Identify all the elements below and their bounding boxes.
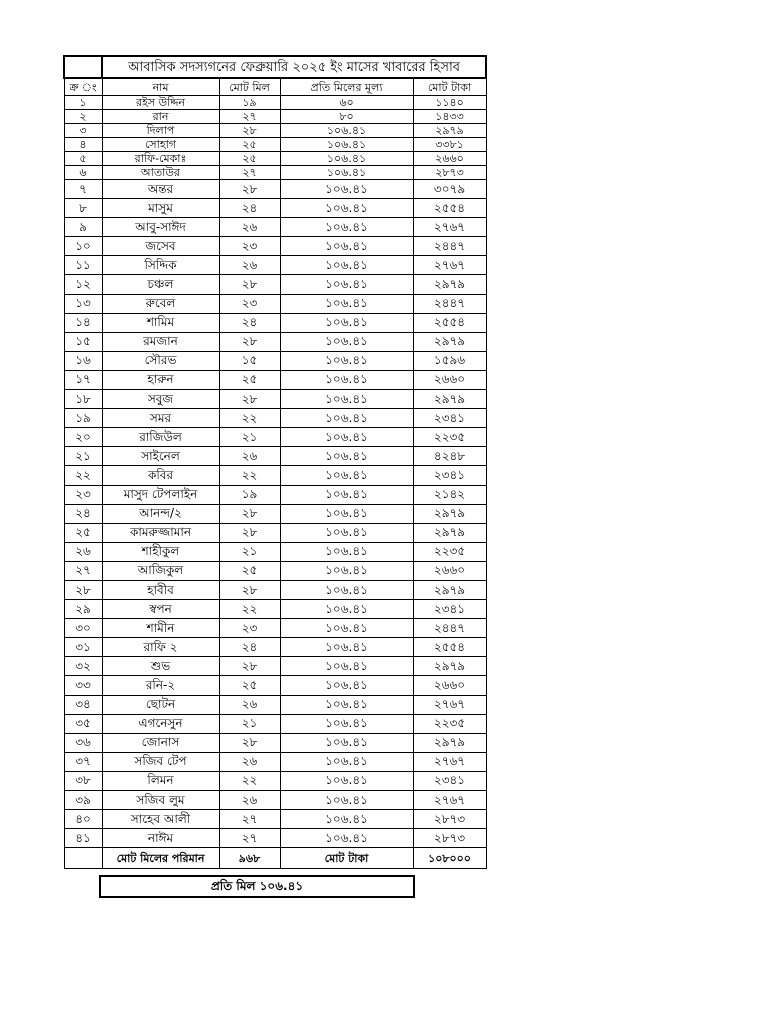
cell-serial: ৩৭ <box>64 752 102 771</box>
cell-name: রইস উদ্দিন <box>102 96 219 110</box>
table-row <box>64 390 486 409</box>
cell-amount: ২৬৬০ <box>413 370 486 389</box>
cell-meals: ২৩ <box>219 619 280 638</box>
cell-meals: ২২ <box>219 466 280 485</box>
table-row <box>64 695 486 714</box>
cell-amount: ২৮৭৩ <box>413 810 486 829</box>
cell-name: জোনাস <box>102 733 219 752</box>
cell-serial: ১১ <box>64 256 102 275</box>
table-row <box>64 600 486 619</box>
cell-meals: ২৪ <box>219 199 280 218</box>
table-row <box>64 771 486 790</box>
cell-name: চঞ্চল <box>102 275 219 294</box>
cell-meals: ২৩ <box>219 294 280 313</box>
cell-amount: ২৭৬৭ <box>413 218 486 237</box>
cell-name: শামিম <box>102 313 219 332</box>
table-row <box>64 466 486 485</box>
cell-name: সজিব লুম <box>102 791 219 810</box>
cell-meals: ২৫ <box>219 138 280 152</box>
cell-rate: ১০৬.৪১ <box>280 351 413 370</box>
table-row <box>64 619 486 638</box>
total-spacer <box>64 848 102 869</box>
cell-meals: ২৪ <box>219 638 280 657</box>
cell-serial: ২২ <box>64 466 102 485</box>
cell-serial: ৩০ <box>64 619 102 638</box>
cell-meals: ২৭ <box>219 829 280 848</box>
cell-meals: ২৬ <box>219 791 280 810</box>
header-row <box>64 78 486 96</box>
cell-meals: ২৬ <box>219 218 280 237</box>
table-row <box>64 752 486 771</box>
cell-amount: ৪২৪৮ <box>413 447 486 466</box>
cell-meals: ২৬ <box>219 447 280 466</box>
cell-rate: ১০৬.৪১ <box>280 218 413 237</box>
cell-meals: ২৮ <box>219 275 280 294</box>
title-spacer <box>64 56 102 78</box>
cell-name: আতাউর <box>102 166 219 180</box>
title-row <box>64 56 486 78</box>
cell-serial: ৬ <box>64 166 102 180</box>
cell-name: আবু-সাঈদ <box>102 218 219 237</box>
meal-account-sheet <box>63 55 485 869</box>
header-name: নাম <box>102 78 219 96</box>
table-row <box>64 714 486 733</box>
cell-amount: ২৯৭৯ <box>413 523 486 542</box>
cell-meals: ২৬ <box>219 256 280 275</box>
cell-serial: ২ <box>64 110 102 124</box>
cell-meals: ২৮ <box>219 504 280 523</box>
table-row <box>64 409 486 428</box>
cell-serial: ১৮ <box>64 390 102 409</box>
total-meals-label: মোট মিলের পরিমান <box>102 848 219 869</box>
cell-rate: ১০৬.৪১ <box>280 294 413 313</box>
cell-serial: ৩৯ <box>64 791 102 810</box>
cell-rate: ১০৬.৪১ <box>280 485 413 504</box>
cell-rate: ৬০ <box>280 96 413 110</box>
cell-name: হারুন <box>102 370 219 389</box>
cell-serial: ৩৮ <box>64 771 102 790</box>
cell-meals: ২৫ <box>219 676 280 695</box>
cell-serial: ২০ <box>64 428 102 447</box>
table-row <box>64 218 486 237</box>
cell-amount: ২৮৭৩ <box>413 166 486 180</box>
cell-rate: ১০৬.৪১ <box>280 810 413 829</box>
cell-meals: ২৩ <box>219 237 280 256</box>
cell-name: মাসুদ টেপলাইন <box>102 485 219 504</box>
table-row <box>64 829 486 848</box>
cell-name: শাহীকুল <box>102 542 219 561</box>
cell-serial: ৩ <box>64 124 102 138</box>
cell-name: অন্তর <box>102 180 219 199</box>
cell-amount: ২৬৬০ <box>413 561 486 580</box>
cell-name: ছোটন <box>102 695 219 714</box>
table-row <box>64 166 486 180</box>
cell-meals: ১৯ <box>219 485 280 504</box>
cell-rate: ১০৬.৪১ <box>280 733 413 752</box>
cell-rate: ১০৬.৪১ <box>280 466 413 485</box>
cell-rate: ১০৬.৪১ <box>280 124 413 138</box>
cell-rate: ১০৬.৪১ <box>280 580 413 599</box>
cell-amount: ২৯৭৯ <box>413 332 486 351</box>
cell-serial: ৯ <box>64 218 102 237</box>
cell-rate: ১০৬.৪১ <box>280 600 413 619</box>
cell-meals: ২৮ <box>219 523 280 542</box>
cell-name: দিলাপ <box>102 124 219 138</box>
cell-name: হাবীব <box>102 580 219 599</box>
table-row <box>64 294 486 313</box>
table-row <box>64 313 486 332</box>
table-row <box>64 428 486 447</box>
cell-serial: ১৯ <box>64 409 102 428</box>
table-row <box>64 180 486 199</box>
table-row <box>64 561 486 580</box>
cell-meals: ২২ <box>219 771 280 790</box>
cell-name: রাজিউল <box>102 428 219 447</box>
cell-amount: ২৮৭৩ <box>413 829 486 848</box>
cell-serial: ২১ <box>64 447 102 466</box>
cell-name: আজিকুল <box>102 561 219 580</box>
cell-serial: ৩৩ <box>64 676 102 695</box>
cell-serial: ৩২ <box>64 657 102 676</box>
table-row <box>64 523 486 542</box>
cell-amount: ১৪৩৩ <box>413 110 486 124</box>
cell-serial: ২৬ <box>64 542 102 561</box>
cell-meals: ২১ <box>219 428 280 447</box>
cell-name: রমজান <box>102 332 219 351</box>
cell-meals: ২৫ <box>219 561 280 580</box>
table-row <box>64 542 486 561</box>
cell-meals: ২১ <box>219 542 280 561</box>
cell-amount: ২৫৫৪ <box>413 199 486 218</box>
table-row <box>64 485 486 504</box>
cell-name: নাঈম <box>102 829 219 848</box>
cell-serial: ৩৬ <box>64 733 102 752</box>
table-row <box>64 791 486 810</box>
cell-meals: ২২ <box>219 409 280 428</box>
cell-amount: ৩৩৮১ <box>413 138 486 152</box>
cell-rate: ১০৬.৪১ <box>280 180 413 199</box>
cell-name: শুভ <box>102 657 219 676</box>
cell-rate: ১০৬.৪১ <box>280 657 413 676</box>
cell-name: রাফি-মেকাঃ <box>102 152 219 166</box>
cell-amount: ১১৪০ <box>413 96 486 110</box>
table-row <box>64 657 486 676</box>
cell-meals: ২৮ <box>219 332 280 351</box>
sheet-title: আবাসিক সদস্যগনের ফেব্রুয়ারি ২০২৫ ইং মাসের খাবারের হিসাব <box>102 56 486 78</box>
cell-rate: ১০৬.৪১ <box>280 714 413 733</box>
cell-meals: ১৯ <box>219 96 280 110</box>
cell-serial: ১২ <box>64 275 102 294</box>
cell-name: রান <box>102 110 219 124</box>
cell-amount: ২৯৭৯ <box>413 275 486 294</box>
cell-name: আনন্দ/২ <box>102 504 219 523</box>
cell-rate: ১০৬.৪১ <box>280 676 413 695</box>
cell-rate: ১০৬.৪১ <box>280 275 413 294</box>
cell-amount: ২৩৪১ <box>413 600 486 619</box>
cell-rate: ১০৬.৪১ <box>280 313 413 332</box>
cell-serial: ৫ <box>64 152 102 166</box>
cell-amount: ২৯৭৯ <box>413 504 486 523</box>
cell-amount: ২৯৭৯ <box>413 580 486 599</box>
cell-meals: ২৮ <box>219 657 280 676</box>
table-row <box>64 638 486 657</box>
cell-rate: ১০৬.৪১ <box>280 152 413 166</box>
table-row <box>64 351 486 370</box>
cell-serial: ১৪ <box>64 313 102 332</box>
cell-meals: ২৬ <box>219 752 280 771</box>
cell-rate: ১০৬.৪১ <box>280 638 413 657</box>
per-meal-rate-box: প্রতি মিল ১০৬.৪১ <box>99 875 415 898</box>
cell-amount: ২৩৪১ <box>413 771 486 790</box>
cell-rate: ১০৬.৪১ <box>280 771 413 790</box>
cell-meals: ২৮ <box>219 180 280 199</box>
cell-meals: ২৮ <box>219 124 280 138</box>
table-row <box>64 199 486 218</box>
cell-name: মাসুম <box>102 199 219 218</box>
table-row <box>64 237 486 256</box>
cell-rate: ১০৬.৪১ <box>280 256 413 275</box>
cell-meals: ২৮ <box>219 390 280 409</box>
cell-amount: ২৩৪১ <box>413 409 486 428</box>
cell-amount: ৩০৭৯ <box>413 180 486 199</box>
cell-meals: ২৭ <box>219 810 280 829</box>
cell-rate: ১০৬.৪১ <box>280 791 413 810</box>
cell-meals: ২৫ <box>219 370 280 389</box>
cell-amount: ২৯৭৯ <box>413 124 486 138</box>
cell-serial: ১৫ <box>64 332 102 351</box>
table-row <box>64 370 486 389</box>
cell-amount: ১৫৯৬ <box>413 351 486 370</box>
cell-meals: ২৭ <box>219 110 280 124</box>
cell-amount: ২৫৫৪ <box>413 313 486 332</box>
cell-amount: ২৭৬৭ <box>413 695 486 714</box>
cell-meals: ২২ <box>219 600 280 619</box>
table-row <box>64 138 486 152</box>
cell-serial: ৩১ <box>64 638 102 657</box>
cell-name: শামীন <box>102 619 219 638</box>
cell-serial: ১৭ <box>64 370 102 389</box>
cell-rate: ১০৬.৪১ <box>280 829 413 848</box>
table-row <box>64 110 486 124</box>
table-row <box>64 256 486 275</box>
cell-amount: ২৯৭৯ <box>413 733 486 752</box>
cell-meals: ২১ <box>219 714 280 733</box>
table-row <box>64 676 486 695</box>
table-row <box>64 332 486 351</box>
cell-rate: ১০৬.৪১ <box>280 370 413 389</box>
cell-rate: ১০৬.৪১ <box>280 447 413 466</box>
cell-amount: ২৪৪৭ <box>413 237 486 256</box>
cell-rate: ১০৬.৪১ <box>280 199 413 218</box>
header-total-amount: মোট টাকা <box>413 78 486 96</box>
cell-name: রাফি ২ <box>102 638 219 657</box>
cell-serial: ২৭ <box>64 561 102 580</box>
cell-serial: ১ <box>64 96 102 110</box>
cell-rate: ১০৬.৪১ <box>280 619 413 638</box>
cell-name: রুবেল <box>102 294 219 313</box>
cell-serial: ১৬ <box>64 351 102 370</box>
total-meals-value: ৯৬৮ <box>219 848 280 869</box>
cell-serial: ৮ <box>64 199 102 218</box>
cell-rate: ১০৬.৪১ <box>280 237 413 256</box>
cell-serial: ৪০ <box>64 810 102 829</box>
cell-serial: ২৮ <box>64 580 102 599</box>
cell-serial: ২৪ <box>64 504 102 523</box>
cell-serial: ৩৪ <box>64 695 102 714</box>
meal-account-table <box>63 55 487 869</box>
cell-name: সিদ্দিক <box>102 256 219 275</box>
table-row <box>64 124 486 138</box>
cell-meals: ২৮ <box>219 733 280 752</box>
cell-amount: ২৫৫৪ <box>413 638 486 657</box>
table-row <box>64 810 486 829</box>
cell-name: সাইনেল <box>102 447 219 466</box>
cell-serial: ২৩ <box>64 485 102 504</box>
cell-amount: ২৪৪৭ <box>413 294 486 313</box>
cell-name: লিমন <box>102 771 219 790</box>
cell-rate: ১০৬.৪১ <box>280 428 413 447</box>
total-amount-label: মোট টাকা <box>280 848 413 869</box>
cell-name: সমর <box>102 409 219 428</box>
cell-serial: ৩৫ <box>64 714 102 733</box>
cell-name: সজিব টেপ <box>102 752 219 771</box>
cell-amount: ২৬৬০ <box>413 152 486 166</box>
cell-rate: ১০৬.৪১ <box>280 332 413 351</box>
cell-rate: ১০৬.৪১ <box>280 409 413 428</box>
cell-amount: ২৭৬৭ <box>413 791 486 810</box>
header-total-meals: মোট মিল <box>219 78 280 96</box>
totals-row <box>64 848 486 869</box>
cell-serial: ২৫ <box>64 523 102 542</box>
table-row <box>64 275 486 294</box>
cell-name: কবির <box>102 466 219 485</box>
cell-rate: ১০৬.৪১ <box>280 752 413 771</box>
cell-meals: ২৫ <box>219 152 280 166</box>
cell-meals: ২৬ <box>219 695 280 714</box>
cell-name: কামরুজ্জামান <box>102 523 219 542</box>
cell-amount: ২২৩৫ <box>413 714 486 733</box>
table-row <box>64 580 486 599</box>
table-row <box>64 733 486 752</box>
cell-serial: ২৯ <box>64 600 102 619</box>
cell-rate: ১০৬.৪১ <box>280 523 413 542</box>
cell-name: সৌরভ <box>102 351 219 370</box>
header-meal-rate: প্রতি মিলের মূল্য <box>280 78 413 96</box>
cell-serial: ১০ <box>64 237 102 256</box>
cell-amount: ২৩৪১ <box>413 466 486 485</box>
cell-rate: ১০৬.৪১ <box>280 390 413 409</box>
cell-amount: ২২৩৫ <box>413 428 486 447</box>
cell-meals: ২৮ <box>219 580 280 599</box>
table-row <box>64 96 486 110</box>
cell-serial: ১৩ <box>64 294 102 313</box>
cell-name: স্বপন <box>102 600 219 619</box>
cell-name: এগনেসুন <box>102 714 219 733</box>
cell-amount: ২৭৬৭ <box>413 256 486 275</box>
cell-serial: ৪ <box>64 138 102 152</box>
cell-rate: ১০৬.৪১ <box>280 542 413 561</box>
cell-amount: ২৬৬০ <box>413 676 486 695</box>
cell-meals: ২৭ <box>219 166 280 180</box>
table-row <box>64 447 486 466</box>
cell-rate: ১০৬.৪১ <box>280 695 413 714</box>
cell-amount: ২৪৪৭ <box>413 619 486 638</box>
cell-amount: ২৯৭৯ <box>413 657 486 676</box>
cell-name: সাহেব আলী <box>102 810 219 829</box>
cell-amount: ২৭৬৭ <box>413 752 486 771</box>
cell-rate: ১০৬.৪১ <box>280 138 413 152</box>
cell-amount: ২৯৭৯ <box>413 390 486 409</box>
cell-rate: ১০৬.৪১ <box>280 504 413 523</box>
cell-rate: ১০৬.৪১ <box>280 561 413 580</box>
cell-name: সবুজ <box>102 390 219 409</box>
cell-meals: ২৪ <box>219 313 280 332</box>
cell-amount: ২২৩৫ <box>413 542 486 561</box>
cell-serial: ৭ <box>64 180 102 199</box>
cell-serial: ৪১ <box>64 829 102 848</box>
cell-rate: ৮০ <box>280 110 413 124</box>
cell-amount: ২১৪২ <box>413 485 486 504</box>
cell-rate: ১০৬.৪১ <box>280 166 413 180</box>
table-row <box>64 152 486 166</box>
cell-name: রনি-২ <box>102 676 219 695</box>
cell-name: সোহাগ <box>102 138 219 152</box>
header-serial: ক্র ং <box>64 78 102 96</box>
total-amount-value: ১০৮০০০ <box>413 848 486 869</box>
cell-name: জসেব <box>102 237 219 256</box>
table-row <box>64 504 486 523</box>
cell-meals: ১৫ <box>219 351 280 370</box>
